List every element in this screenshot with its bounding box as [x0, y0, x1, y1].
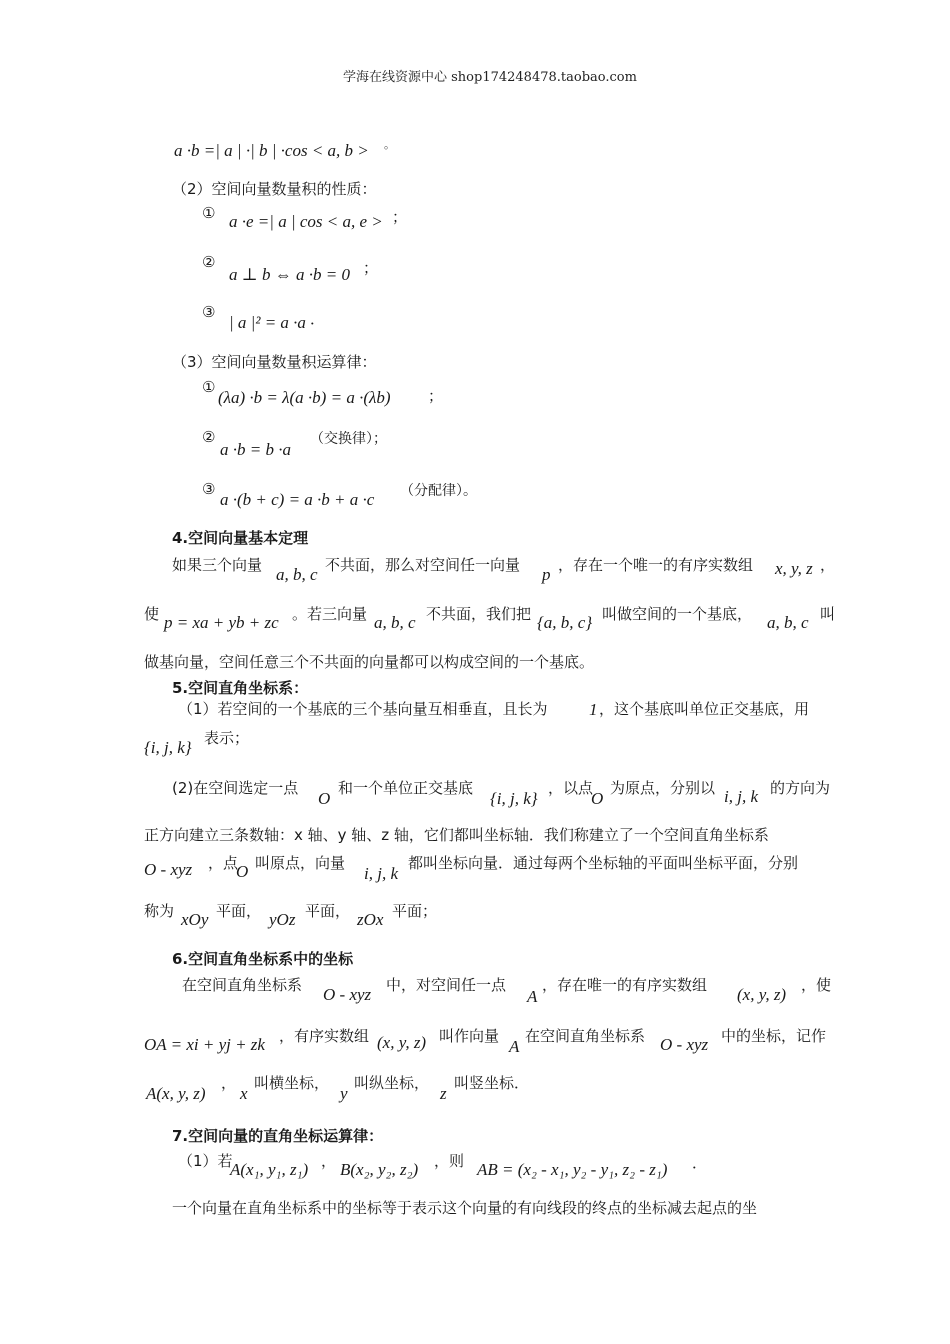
vectors-abc: a, b, c — [276, 565, 318, 584]
coordinate-system: O - xyz — [323, 985, 372, 1004]
ordered-triple: (x, y, z) — [737, 985, 787, 1004]
s5-text: ，点 — [208, 854, 239, 872]
s6-text: 叫作向量 — [439, 1027, 500, 1045]
property-3-formula: | a |² = a ·a — [229, 313, 306, 332]
s4-text: 使 — [144, 605, 160, 623]
s6-text: 中，对空间任一点 — [386, 976, 507, 994]
circled-3: ③ — [202, 303, 216, 321]
basis-vectors: i, j, k — [364, 864, 398, 883]
plane-yOz: yOz — [269, 910, 296, 929]
property-1-tail: ； — [392, 208, 408, 226]
circled-2: ② — [202, 253, 216, 271]
law-2-tail: （交换律）； — [310, 431, 387, 447]
ordered-triple: (x, y, z) — [377, 1033, 427, 1052]
page-header: 学海在线资源中心 shop174248478.taobao.com — [343, 70, 637, 85]
s5-text: 称为 — [144, 902, 175, 920]
origin-O: O — [591, 789, 604, 808]
s7-text: ． — [692, 1154, 708, 1172]
point-A: A — [527, 987, 538, 1006]
s5-text: ，这个基底叫单位正交基底，用 — [599, 700, 810, 718]
s6-text: 叫横坐标， — [254, 1074, 330, 1092]
p-decomposition: p = xa + yb + zc — [164, 613, 279, 632]
plane-xOy: xOy — [181, 910, 209, 929]
s7-text: 一个向量在直角坐标系中的坐标等于表示这个向量的有向线段的终点的坐标减去起点的坐 — [172, 1199, 758, 1217]
s5-text: 和一个单位正交基底 — [338, 779, 474, 797]
orthonormal-basis: {i, j, k} — [144, 738, 192, 757]
law-circled-2: ② — [202, 428, 216, 446]
s5-text: 为原点，分别以 — [610, 779, 716, 797]
s5-text: 平面； — [392, 902, 438, 920]
s5-text: 都叫坐标向量．通过每两个坐标轴的平面叫坐标平面，分别 — [408, 854, 799, 872]
var-y: y — [340, 1084, 348, 1103]
s4-text: 不共面，我们把 — [426, 605, 532, 623]
dot-product-definition: a ·b =| a | ·| b | ·cos < a, b > — [174, 141, 369, 160]
s5-text: 的方向为 — [770, 779, 831, 797]
point-A-coords: A(x, y, z) — [146, 1084, 206, 1103]
s5-text: 平面， — [216, 902, 262, 920]
origin-O: O — [318, 789, 331, 808]
vectors-abc: a, b, c — [374, 613, 416, 632]
law-2-formula: a ·b = b ·a — [220, 440, 291, 459]
s4-text: ，存在一个唯一的有序实数组 — [558, 556, 754, 574]
plane-zOx: zOx — [357, 910, 384, 929]
s6-text: ， — [221, 1074, 237, 1092]
orthonormal-basis: {i, j, k} — [490, 789, 538, 808]
law-3-tail: （分配律）。 — [400, 483, 477, 499]
s6-text: ，存在唯一的有序实数组 — [542, 976, 708, 994]
var-x: x — [240, 1084, 248, 1103]
s4-text: 叫 — [820, 605, 836, 623]
property-2-formula: a ⊥ b ⇔ a ·b = 0 — [229, 265, 350, 284]
s6-text: 中的坐标，记作 — [721, 1027, 827, 1045]
law-circled-1: ① — [202, 378, 216, 396]
s4-text: 做基向量，空间任意三个不共面的向量都可以构成空间的一个基底。 — [144, 653, 595, 671]
properties-heading: （2）空间向量数量积的性质： — [172, 180, 377, 198]
s5-text: 叫原点，向量 — [255, 854, 346, 872]
s4-text: 叫做空间的一个基底， — [602, 605, 753, 623]
s5-text: 表示； — [204, 729, 250, 747]
s5-text: （1）若空间的一个基底的三个基向量互相垂直，且长为 — [178, 700, 548, 718]
section-6-title: 6.空间直角坐标系中的坐标 — [172, 950, 354, 968]
section-4-title: 4.空间向量基本定理 — [172, 529, 309, 547]
s7-text: ，则 — [434, 1152, 465, 1170]
point-A: A — [509, 1037, 520, 1056]
laws-heading: （3）空间向量数量积运算律： — [172, 353, 377, 371]
definition-period: 。 — [384, 138, 395, 151]
law-3-formula: a ·(b + c) = a ·b + a ·c — [220, 490, 375, 509]
s6-text: 叫纵坐标， — [354, 1074, 430, 1092]
s4-text: ， — [820, 556, 836, 574]
s6-text: 在空间直角坐标系 — [182, 976, 303, 994]
s6-text: ，使 — [801, 976, 832, 994]
section-5-title: 5.空间直角坐标系： — [172, 679, 309, 697]
s5-text: 平面， — [305, 902, 351, 920]
point-B-coords: B(x₂, y₂, z₂) — [340, 1160, 419, 1179]
basis-vectors: i, j, k — [724, 787, 758, 806]
property-1-formula: a ·e =| a | cos < a, e > — [229, 212, 383, 231]
s4-text: 如果三个向量 — [172, 556, 263, 574]
s6-text: ，有序实数组 — [279, 1027, 370, 1045]
point-A-coords: A(x₁, y₁, z₁) — [230, 1160, 309, 1179]
s6-text: 叫竖坐标． — [454, 1074, 530, 1092]
origin-O: O — [236, 862, 249, 881]
law-1-tail: ； — [428, 387, 444, 405]
circled-1: ① — [202, 204, 216, 222]
coordinate-system: O - xyz — [144, 860, 193, 879]
oa-decomposition: OA = xi + yj + zk — [144, 1035, 265, 1054]
law-1-formula: (λa) ·b = λ(a ·b) = a ·(λb) — [218, 388, 391, 407]
s5-text: 正方向建立三条数轴：x 轴、y 轴、z 轴，它们都叫坐标轴．我们称建立了一个空间直角坐标系 — [144, 826, 769, 844]
property-3-tail: ． — [310, 310, 326, 328]
vectors-abc: a, b, c — [767, 613, 809, 632]
section-7-title: 7.空间向量的直角坐标运算律： — [172, 1127, 384, 1145]
reals-xyz: x, y, z — [775, 559, 813, 578]
s7-text: ， — [321, 1152, 337, 1170]
s7-text: （1）若 — [178, 1152, 233, 1170]
coordinate-system: O - xyz — [660, 1035, 709, 1054]
var-z: z — [440, 1084, 447, 1103]
vector-p: p — [542, 565, 551, 584]
s4-text: 不共面，那么对空间任一向量 — [325, 556, 521, 574]
number-one: 1 — [589, 700, 598, 719]
s6-text: 在空间直角坐标系 — [525, 1027, 646, 1045]
s5-text: (2)在空间选定一点 — [172, 779, 299, 797]
s5-text: ，以点 — [548, 779, 594, 797]
property-2-tail: ； — [363, 259, 379, 277]
ab-coordinates: AB = (x₂ - x₁, y₂ - y₁, z₂ - z₁) — [477, 1160, 668, 1179]
s4-text: 。若三向量 — [292, 605, 368, 623]
law-circled-3: ③ — [202, 480, 216, 498]
basis-set: {a, b, c} — [537, 613, 593, 632]
